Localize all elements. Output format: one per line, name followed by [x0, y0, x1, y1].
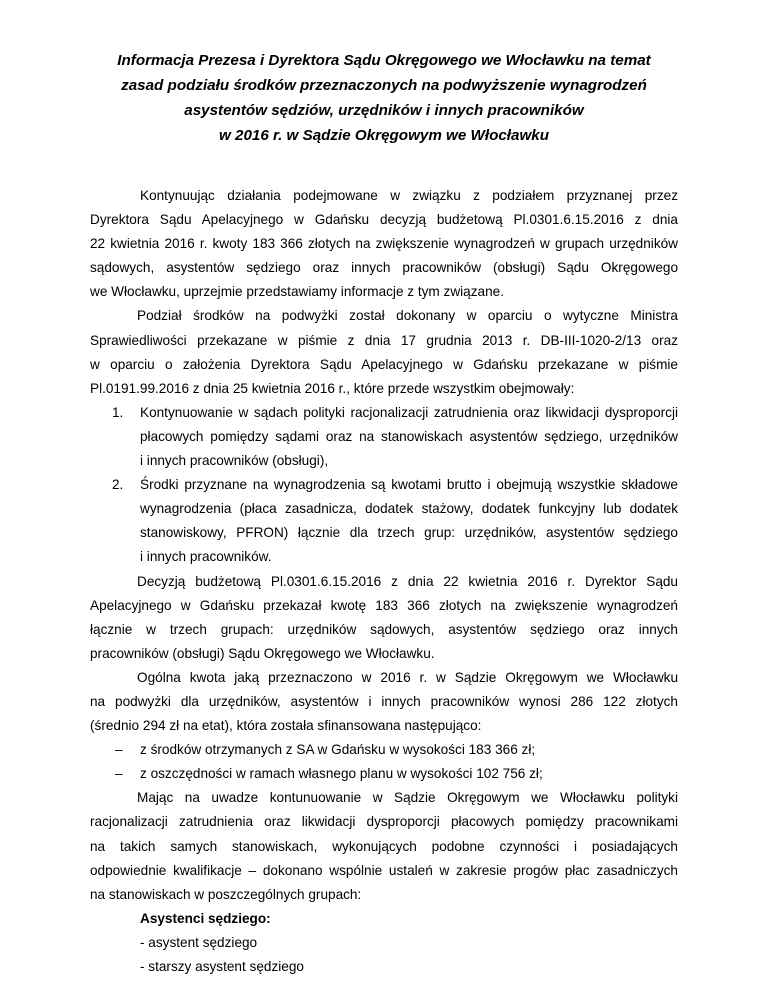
paragraph-policy: [90, 786, 678, 906]
section-item: - starszy asystent sędziego: [140, 959, 304, 974]
text-line: Dyrektora Sądu Apelacyjnego w Gdańsku decyzją budżetową Pl.0301.6.15.2016 z dnia: [90, 212, 678, 228]
text-line: z środków otrzymanych z SA w Gdańsku w wysokości 183 366 zł;: [140, 742, 536, 758]
text-line: Apelacyjnego w Gdańsku przekazał kwotę 183 366 złotych na zwiększenie wynagrodzeń: [90, 597, 678, 613]
text-line: pracowników (obsługi) Sądu Okręgowego we Włocławku.: [90, 645, 435, 661]
document-body: [90, 184, 678, 979]
section-item: - asystent sędziego: [140, 934, 258, 950]
text-line: Ogólna kwota jaką przeznaczono w 2016 r. w Sądzie Okręgowym we Włocławku: [137, 669, 678, 685]
text-line: 22 kwietnia 2016 r. kwoty 183 366 złotych na zwiększenie wynagrodzeń w grupach urzędników: [90, 236, 678, 252]
title-line: zasad podziału środków przeznaczonych na podwyższenie wynagrodzeń: [121, 77, 647, 94]
section-heading: Asystenci sędziego:: [140, 910, 271, 926]
text-line: z oszczędności w ramach własnego planu w wysokości 102 756 zł;: [140, 766, 543, 782]
text-line: racjonalizacji zatrudnienia oraz likwidacji dysproporcji płacowych pomiędzy pracownikami: [90, 814, 678, 830]
numbered-list: [90, 401, 678, 570]
text-line: Decyzją budżetową Pl.0301.6.15.2016 z dnia 22 kwietnia 2016 r. Dyrektor Sądu: [137, 573, 678, 589]
list-item: [90, 473, 678, 569]
text-line: odpowiednie kwalifikacje – dokonano wspólnie ustaleń w zakresie progów płac zasadniczych: [90, 862, 678, 878]
text-line: Środki przyznane na wynagrodzenia są kwotami brutto i obejmują wszystkie składowe: [140, 477, 678, 493]
text-line: sądowych, asystentów sędziego oraz innych pracowników (obsługi) Sądu Okręgowego: [90, 260, 678, 276]
list-item: [90, 738, 678, 762]
text-line: Pl.0191.99.2016 z dnia 25 kwietnia 2016 r., które przede wszystkim obejmowały:: [90, 380, 575, 396]
text-line: stanowiskowy, PFRON) łącznie dla trzech grup: urzędników, asystentów sędziego: [140, 525, 678, 541]
list-item: [90, 762, 678, 786]
paragraph-total: [90, 666, 678, 738]
text-line: Kontynuując działania podejmowane w związku z podziałem przyznanej przez: [140, 188, 678, 203]
text-line: Kontynuowanie w sądach polityki racjonalizacji zatrudnienia oraz likwidacji dysproporcji: [140, 404, 678, 420]
text-line: wynagrodzenia (płaca zasadnicza, dodatek stażowy, dodatek funkcyjny lub dodatek: [140, 501, 678, 517]
list-number: 2.: [112, 477, 124, 493]
title-line: Informacja Prezesa i Dyrektora Sądu Okręgowego we Włocławku na temat: [117, 52, 651, 69]
text-line: płacowych pomiędzy sądami oraz na stanowiskach asystentów sędziego, urzędników: [140, 428, 678, 444]
text-line: na stanowiskach w poszczególnych grupach:: [90, 886, 362, 902]
dash-bullet: –: [115, 766, 123, 782]
text-line: łącznie w trzech grupach: urzędników sądowych, asystentów sędziego oraz innych: [90, 621, 678, 637]
text-line: we Włocławku, uprzejmie przedstawiamy informacje z tym związane.: [90, 284, 504, 300]
text-line: w oparciu o założenia Dyrektora Sądu Apelacyjnego w Gdańsku przekazane w piśmie: [90, 356, 678, 372]
title-line: asystentów sędziów, urzędników i innych pracowników: [184, 102, 584, 119]
text-line: Mając na uwadze kontunuowanie w Sądzie Okręgowym we Włocławku polityki: [137, 790, 678, 806]
title-line: w 2016 r. w Sądzie Okręgowym we Włocławku: [218, 127, 550, 144]
paragraph-decision: [90, 570, 678, 666]
text-line: Sprawiedliwości przekazane w piśmie z dnia 17 grudnia 2013 r. DB-III-1020-2/13 oraz: [90, 332, 678, 348]
dash-list: [90, 738, 678, 786]
text-line: na podwyżki dla urzędników, asystentów i innych pracowników wynosi 286 122 złotych: [90, 693, 678, 709]
text-line: i innych pracowników.: [140, 549, 272, 565]
document-title: [90, 48, 678, 148]
paragraph-intro: [90, 184, 678, 304]
paragraph-division: [90, 304, 678, 400]
text-line: (średnio 294 zł na etat), która została sfinansowana następująco:: [90, 718, 482, 734]
list-item: [90, 401, 678, 473]
dash-bullet: –: [115, 742, 123, 758]
text-line: na takich samych stanowiskach, wykonujących podobne czynności i posiadających: [90, 838, 678, 854]
text-line: Podział środków na podwyżki został dokonany w oparciu o wytyczne Ministra: [137, 308, 678, 324]
list-number: 1.: [112, 404, 124, 420]
text-line: i innych pracowników (obsługi),: [140, 453, 329, 469]
